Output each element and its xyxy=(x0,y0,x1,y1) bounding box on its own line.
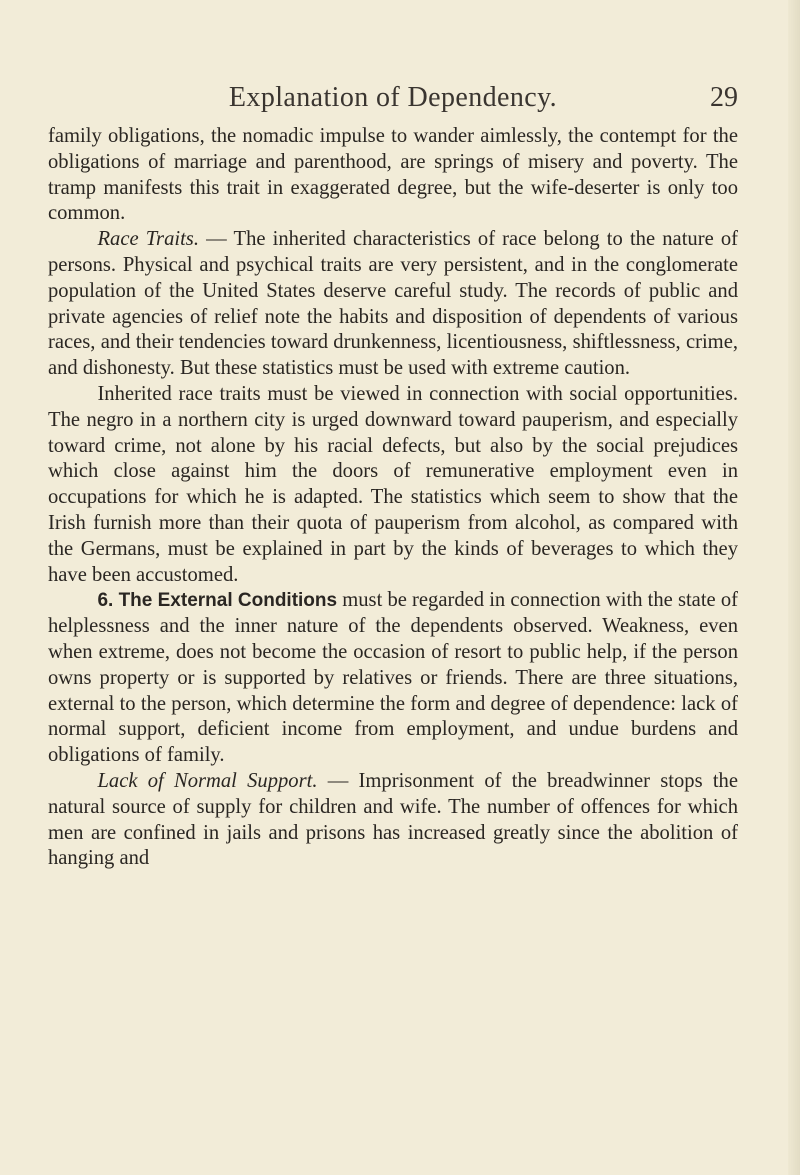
paragraph-text: Inherited race traits must be viewed in connection with social opportunities. The negro in a northern city is urged downward toward pauperism, and especially toward crime, not alone by his racial defects, but also by the social prejudices which close against him the doors of remunerative employment even in occupations for which he is adapted. The statistics which seem to show that the Irish furnish more than their quota of pauperism from alcohol, as compared with the Germans, must be explained in part by the kinds of beverages to which they have been accustomed. xyxy=(48,382,738,586)
section-lead-external-conditions: 6. The External Conditions xyxy=(97,590,338,612)
section-lead-lack-of-normal-support: Lack of Normal Support. xyxy=(97,769,318,792)
paragraph-text: must be regarded in connection with the state of helplessness and the inner nature of the dependents observed. Weakness, even when extreme, does not become the occasion of resort to public help, if the person owns property or is supported by relatives or friends. There are three situations, external to the person, which determine the form and degree of dependence: lack of normal support, deficient income from employment, and undue burdens and obligations of family. xyxy=(48,589,738,767)
paragraph-family-obligations xyxy=(48,124,738,227)
body-text xyxy=(48,124,738,872)
running-head: Explanation of Dependency. xyxy=(228,82,558,113)
page-number: 29 xyxy=(710,82,738,113)
page-header xyxy=(48,82,738,124)
paragraph-external-conditions xyxy=(48,588,738,769)
page-edge xyxy=(788,0,800,1175)
book-page xyxy=(48,82,738,872)
section-lead-race-traits: Race Traits. xyxy=(97,228,199,251)
paragraph-race-traits xyxy=(48,227,738,382)
paragraph-lack-of-normal-support xyxy=(48,769,738,872)
paragraph-inherited-race-traits xyxy=(48,382,738,588)
paragraph-text: family obligations, the nomadic impulse to wander aimlessly, the contempt for the obligations of marriage and parenthood, are springs of misery and poverty. The tramp manifests this trait in exaggerated degree, but the wife-deserter is only too common. xyxy=(48,125,738,225)
paragraph-text: — Imprisonment of the breadwinner stops the natural source of supply for children and wife. The number of offences for which men are confined in jails and prisons has increased greatly since the abolition of hanging and xyxy=(48,769,738,870)
paragraph-text: — The inherited characteristics of race belong to the nature of persons. Physical and psychical traits are very persistent, and in the conglomerate population of the United States deserve careful study. The records of public and private agencies of relief note the habits and disposition of dependents of various races, and their tendencies toward drunkenness, licentiousness, shiftlessness, crime, and dishonesty. But these statistics must be used with extreme caution. xyxy=(48,228,739,380)
